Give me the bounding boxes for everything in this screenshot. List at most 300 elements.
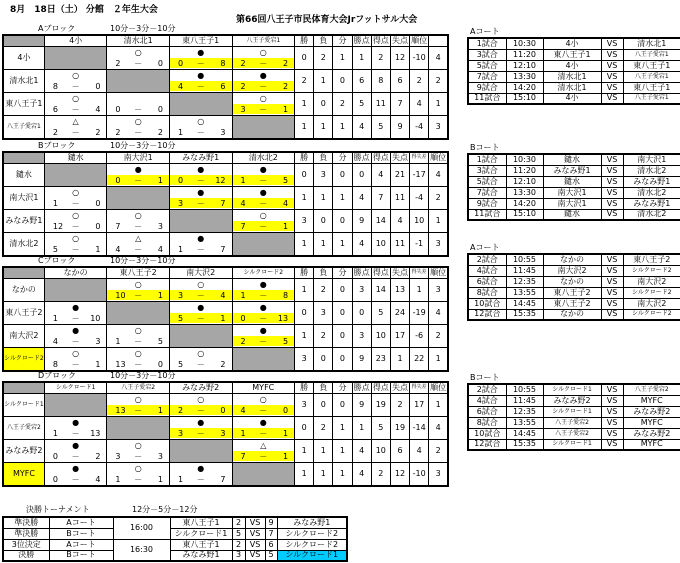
tournament-format: 12分－5分－12分 [132,505,198,514]
schedule-cell: VS [601,276,623,287]
score-dash: － [71,81,80,91]
score-for: 2 [240,336,246,346]
corner-cell [3,152,44,163]
schedule-cell: なかの [543,309,601,320]
schedule-cell: みなみ野2 [543,395,601,406]
result-mark: ○ [259,93,267,103]
team-row-header: 清水北1 [3,69,44,92]
stat-cell: 2 [314,46,333,69]
score-against: 7 [220,474,226,484]
stat-cell: 13 [390,278,409,301]
team-col-header: 八王子愛宕2 [107,382,170,393]
self-match-cell [44,163,107,186]
score-against: 0 [157,104,163,114]
stat-cell: -14 [410,416,429,439]
score-against: 0 [282,405,289,415]
result-mark: ○ [259,210,267,220]
score-for: 10 [115,290,126,300]
schedule-cell: 八王子愛宕2 [543,428,601,439]
stat-cell: 6 [352,69,371,92]
match-result-cell [44,209,107,232]
match-result-cell [44,324,107,347]
self-match-cell [107,69,170,92]
stat-cell: 1 [352,416,371,439]
stat-cell: 1 [333,416,352,439]
stat-cell: 23 [371,347,390,371]
block-label: Aブロック [38,24,76,33]
score-against: 13 [277,313,289,323]
round-cell: 決勝 [3,550,49,561]
match-result-cell [107,278,170,301]
schedule-cell: 5試合 [468,176,506,187]
block-format: 10分－3分－10分 [110,24,176,33]
score-dash: － [134,290,143,300]
match-result-cell [169,163,232,186]
schedule-cell: 7試合 [468,71,506,82]
stat-cell: 0 [333,209,352,232]
court-label: Bコート [470,143,500,152]
score-for: 8 [52,81,58,91]
schedule-row [468,93,680,104]
stat-cell: 1 [295,278,314,301]
stat-cell: 3 [429,232,448,256]
stat-cell: 4 [429,46,448,69]
stat-col-header: 失点 [391,152,408,162]
score-against: 5 [282,336,289,346]
schedule-row [468,254,680,265]
stat-cell: 0 [295,163,314,186]
score-for: 2 [115,58,121,68]
schedule-row [468,82,680,93]
stat-col-header: 勝 [295,382,314,393]
team-col-header: 鑓水 [44,152,107,163]
score-for: 0 [52,451,58,461]
match-result-cell [107,393,170,416]
stat-cell: 7 [371,186,390,209]
stat-cell: 3 [429,278,448,301]
block-format: 10分－3分－10分 [110,141,176,150]
stat-cell: 0 [295,416,314,439]
match-result-cell [232,416,295,439]
group-table [2,34,449,140]
schedule-cell: 8試合 [468,417,506,428]
score-for: 4 [240,405,246,415]
table-row [3,232,448,256]
score-against: 1 [157,405,163,415]
schedule-row [468,209,680,220]
team-col-header: なかの [44,267,107,278]
stat-cell: 4 [352,439,371,462]
schedule-cell: VS [601,298,623,309]
score-dash: － [134,336,143,346]
score-against: 1 [95,359,101,369]
match-result-cell [44,462,107,486]
result-mark: ○ [72,348,80,358]
score-for: 5 [177,359,184,369]
result-mark: ● [197,187,205,197]
schedule-cell: VS [601,265,623,276]
stat-cell: 11 [390,186,409,209]
stat-cell: 2 [333,92,352,115]
table-row [3,439,448,462]
schedule-cell: 南大沢1 [543,187,601,198]
match-result-cell [44,115,107,139]
result-mark: ● [72,440,80,450]
score-against: 0 [95,198,101,208]
stat-col-header: 勝点 [353,35,370,45]
tournament-row [3,517,347,528]
result-mark: △ [260,440,267,450]
table-row [3,462,448,486]
court-cell: Bコート [49,550,113,561]
away-team-cell: シルクロード2 [277,528,347,539]
stat-cell: 1 [333,439,352,462]
schedule-row [468,417,680,428]
home-team-cell: みなみ野1 [170,550,232,561]
schedule-cell: 八王子愛宕1 [623,71,680,82]
schedule-row [468,165,680,176]
score-for: 2 [177,405,184,415]
stat-cell: 1 [295,324,314,347]
schedule-cell: VS [601,60,623,71]
schedule-row [468,406,680,417]
schedule-cell: シルクロード1 [543,439,601,450]
stat-cell: 3 [295,347,314,371]
schedule-cell: VS [601,49,623,60]
score-against: 7 [220,198,226,208]
score-against: 2 [220,359,226,369]
stat-cell: 12 [390,46,409,69]
score-against: 2 [95,127,101,137]
score-against: 4 [95,474,101,484]
score-for: 1 [240,175,246,185]
schedule-cell: 10:55 [506,254,543,265]
block-label: Bブロック [38,141,76,150]
self-match-cell [107,416,170,439]
self-match-cell [169,92,232,115]
schedule-row [468,395,680,406]
stat-cell: 1 [295,439,314,462]
group-table [2,266,449,372]
score-against: 0 [157,359,163,369]
score-against: 1 [282,428,289,438]
schedule-cell: 15:35 [506,309,543,320]
stat-cell: 0 [314,393,333,416]
score-dash: － [134,104,143,114]
score-against: 3 [157,221,163,231]
schedule-cell: 11:20 [506,49,543,60]
stat-col-header: 順位 [411,35,428,45]
schedule-cell: VS [601,395,623,406]
schedule-cell: MYFC [623,417,680,428]
score-dash: － [196,244,205,254]
schedule-cell: 南大沢2 [543,265,601,276]
stat-col-header: 勝点 [353,267,370,277]
team-col-header: 清水北1 [107,35,170,46]
schedule-cell: VS [601,406,623,417]
round-cell: 準決勝 [3,528,49,539]
match-result-cell [232,209,295,232]
stat-cell: -10 [410,462,429,486]
schedule-cell: 14:45 [506,298,543,309]
result-mark: ● [197,417,205,427]
stat-col-header: 順位 [430,267,447,277]
score-against: 13 [90,428,101,438]
self-match-cell [232,347,295,371]
stat-cell: 9 [352,209,371,232]
score-for: 5 [177,313,184,323]
match-result-cell [107,163,170,186]
schedule-cell: VS [601,176,623,187]
schedule-cell: 八王子愛宕1 [623,93,680,104]
result-mark: ○ [134,325,142,335]
schedule-row [468,38,680,49]
team-row-header: 南大沢2 [3,324,44,347]
match-result-cell [44,301,107,324]
stat-col-header: 負 [314,35,333,46]
schedule-cell: 鑓水 [543,176,601,187]
score-for: 13 [115,405,126,415]
vs-cell: VS [245,528,265,539]
score-dash: － [259,451,268,461]
score-for: 2 [115,127,121,137]
score-for: 2 [240,81,246,91]
self-match-cell [44,278,107,301]
match-result-cell [169,462,232,486]
result-mark: ○ [72,70,80,80]
match-result-cell [232,69,295,92]
schedule-cell: 4試合 [468,395,506,406]
stat-cell: 1 [314,69,333,92]
score-for: 1 [115,336,121,346]
score-for: 0 [177,175,184,185]
table-row [3,347,448,371]
team-row-header: シルクロード2 [3,347,44,371]
stat-cell: 17 [390,324,409,347]
score-for: 7 [240,221,246,231]
stat-cell: 4 [390,209,409,232]
round-cell: 準決勝 [3,517,49,528]
result-mark: ● [72,463,80,473]
score-for: 1 [52,198,58,208]
schedule-cell: 清水北2 [623,165,680,176]
result-mark: ○ [134,463,142,473]
schedule-cell: 14:45 [506,428,543,439]
tournament-label: 決勝トーナメント [26,505,90,514]
stat-col-header: 順位 [430,152,447,162]
score-dash: － [196,359,205,369]
score-dash: － [71,359,80,369]
stat-cell: 1 [429,209,448,232]
score-dash: － [134,451,143,461]
schedule-cell: 6試合 [468,406,506,417]
home-team-cell: シルクロード1 [170,528,232,539]
schedule-cell: 4小 [543,93,601,104]
stat-cell: 1 [333,46,352,69]
schedule-cell: シルクロード2 [623,287,680,298]
schedule-cell: 南大沢1 [543,198,601,209]
result-mark: ● [259,417,267,427]
result-mark: ● [259,187,267,197]
court-cell: Bコート [49,528,113,539]
stat-cell: 1 [295,462,314,486]
schedule-cell: 4試合 [468,265,506,276]
score-for: 5 [52,244,58,254]
result-mark: ● [72,417,80,427]
team-col-header: 4小 [44,35,107,46]
stat-col-header: 勝点 [353,382,370,392]
score-against: 5 [157,336,163,346]
schedule-cell: 5試合 [468,60,506,71]
table-row [3,186,448,209]
stat-col-header: 順位 [430,382,447,392]
stat-cell: 3 [314,301,333,324]
away-score-cell: 5 [265,550,277,561]
score-for: 1 [177,244,184,254]
stat-cell: 10 [371,324,390,347]
block-format: 10分－3分－10分 [110,256,176,265]
score-for: 1 [240,428,246,438]
schedule-cell: VS [601,38,623,49]
result-mark: ○ [72,93,80,103]
stat-cell: -4 [410,186,429,209]
stat-cell: -17 [410,163,429,186]
stat-cell: 0 [314,347,333,371]
stat-cell: -19 [410,301,429,324]
match-result-cell [44,232,107,256]
schedule-table [467,383,680,451]
score-dash: － [71,451,80,461]
stat-cell: 9 [352,347,371,371]
team-col-header: 東八王子1 [169,35,232,46]
schedule-cell: MYFC [623,395,680,406]
stat-cell: 0 [333,278,352,301]
schedule-cell: 11試合 [468,93,506,104]
schedule-cell: 1試合 [468,38,506,49]
schedule-cell: 12:10 [506,60,543,71]
stat-col-header: 負 [314,267,333,278]
schedule-cell: VS [601,165,623,176]
stat-cell: 4 [429,301,448,324]
page-header [0,0,680,28]
score-for: 4 [177,81,184,91]
stat-cell: 22 [410,347,429,371]
home-score-cell: 2 [232,517,245,528]
schedule-cell: 12:10 [506,176,543,187]
score-dash: － [259,175,268,185]
schedule-row [468,287,680,298]
stat-cell: 9 [390,115,409,139]
match-result-cell [44,347,107,371]
score-against: 0 [95,221,101,231]
stat-cell: 1 [314,115,333,139]
schedule-cell: 12試合 [468,439,506,450]
result-mark: ○ [197,116,205,126]
schedule-cell: 八王子愛宕1 [623,49,680,60]
score-against: 6 [220,81,226,91]
score-dash: － [71,336,80,346]
stat-cell: 3 [314,163,333,186]
score-against: 5 [282,175,289,185]
stat-cell: 0 [333,347,352,371]
stat-cell: 2 [371,46,390,69]
score-for: 1 [177,474,184,484]
self-match-cell [107,301,170,324]
schedule-cell: 10:30 [506,38,543,49]
score-dash: － [134,244,143,254]
schedule-cell: 13:30 [506,71,543,82]
result-mark: ● [197,302,205,312]
home-team-cell: 東八王子1 [170,517,232,528]
schedule-cell: 1試合 [468,154,506,165]
score-dash: － [71,474,80,484]
court-cell: Aコート [49,517,113,528]
table-row [3,301,448,324]
match-result-cell [232,393,295,416]
team-col-header: 南大沢1 [107,152,170,163]
score-against: 8 [220,58,226,68]
block-label: Dブロック [38,371,76,380]
schedule-row [468,71,680,82]
score-dash: － [134,405,143,415]
match-result-cell [232,278,295,301]
stat-col-header: 得点 [372,267,389,277]
table-row [3,115,448,139]
score-for: 3 [177,290,184,300]
score-dash: － [259,221,268,231]
stat-cell: 9 [352,393,371,416]
group-table [2,151,449,257]
self-match-cell [107,186,170,209]
stat-cell: 1 [333,462,352,486]
schedule-cell: 東八王子2 [543,298,601,309]
stat-col-header: 分 [333,382,352,393]
match-result-cell [232,186,295,209]
score-for: 0 [115,104,121,114]
score-for: 3 [240,104,246,114]
match-result-cell [107,232,170,256]
score-against: 7 [220,244,226,254]
schedule-table [467,253,680,321]
score-dash: － [196,127,205,137]
stat-cell: 2 [314,324,333,347]
result-mark: ● [72,302,80,312]
stat-cell: -4 [410,115,429,139]
stat-cell: 1 [429,393,448,416]
result-mark: ○ [134,348,142,358]
score-for: 4 [240,198,246,208]
schedule-cell: 15:10 [506,93,543,104]
tournament-row [3,539,347,550]
score-dash: － [259,104,268,114]
away-score-cell: 9 [265,517,277,528]
stat-col-header: 得失差 [410,267,429,278]
stat-cell: 19 [390,416,409,439]
schedule-cell: シルクロード1 [543,406,601,417]
stat-cell: 4 [410,92,429,115]
schedule-cell: 9試合 [468,198,506,209]
schedule-row [468,309,680,320]
match-result-cell [44,92,107,115]
stat-col-header: 得点 [372,35,389,45]
match-result-cell [232,163,295,186]
stat-cell: 14 [371,278,390,301]
stat-cell: 0 [333,69,352,92]
schedule-cell: VS [601,439,623,450]
score-dash: － [196,313,205,323]
court-label: Aコート [470,243,500,252]
stat-cell: 4 [352,462,371,486]
